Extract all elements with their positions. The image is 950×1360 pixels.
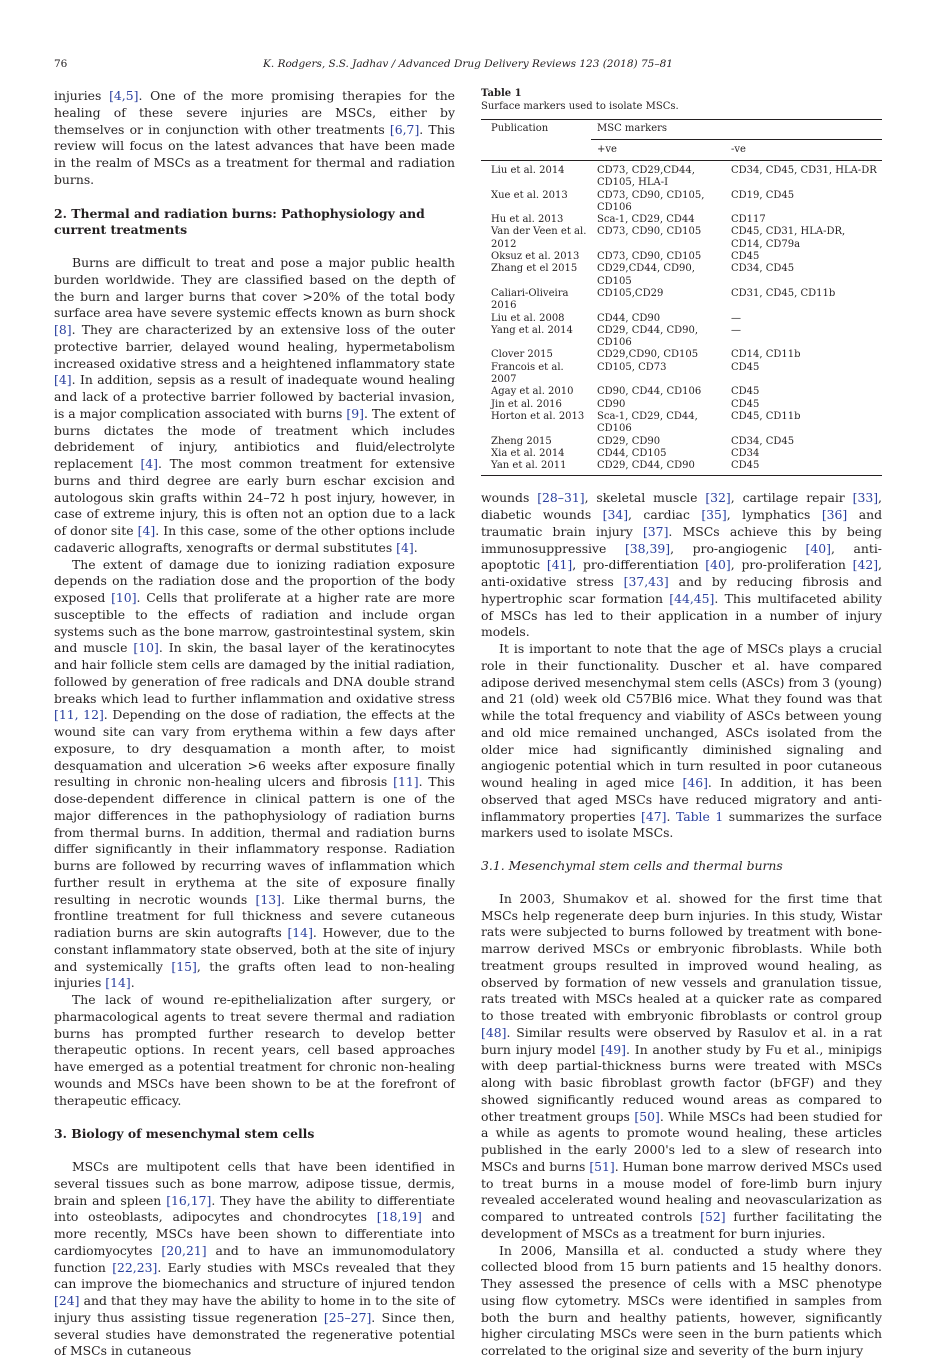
positive-markers-cell: CD29,CD44, CD90, CD105 [597, 263, 695, 287]
table-1 [481, 88, 882, 476]
paragraph-2003-study: In 2003, Shumakov et al. showed for the first time that MSCs help regenerate deep burn injuries. In this study, Wistar rats were subjected to burns followed by treatment with bone-marrow derived MSCs or embryonic fibroblasts. While both treatment groups resulted in improved wound healing, as observed by formation of new vessels and granulation tissue, rats treated with MSCs healed at a quicker rate as compared to those treated with embryonic fibroblasts or control group [48]. Similar results were observed by Rasulov et al. in a rat burn injury model [49]. In another study by Fu et al., minipigs with deep partial-thickness burns were treated with MSCs along with basic fibroblast growth factor (bFGF) and they showed significantly reduced wound areas as compared to other treatment groups [50]. While MSCs had been studied for a while as agents to promote wound healing, these articles published in the early 2000's led to a slew of research into MSCs and burns [51]. Human bone marrow derived MSCs used to treat burns in a mouse model of fore-limb burn injury revealed accelerated wound healing and neovascularization as compared to untreated controls [52] further facilitating the development of MSCs as a treatment for burn injuries. [481, 890, 883, 1241]
citation-link[interactable]: [48] [481, 1024, 507, 1040]
positive-markers-cell: CD105,CD29 [597, 287, 664, 299]
positive-markers-cell: CD90 [597, 398, 626, 410]
negative-markers-cell: CD45, CD11b [731, 410, 801, 422]
negative-markers-cell: CD14, CD11b [731, 349, 801, 361]
paragraph-biology: MSCs are multipotent cells that have been identified in several tissues such as bone marrow, adipose tissue, dermis, brain and spleen [16,17]. They have the ability to differentiate into osteoblasts, adipocytes and chondrocytes [18,19] and more recently, MSCs have been shown to differentiate into cardiomyocytes [20,21] and to have an immunomodulatory function [22,23]. Early studies with MSCs revealed that they can improve the biomechanics and structure of injured tendon [24] and that they may have the ability to home in to the site of injury thus assisting tissue regeneration [25–27]. Since then, several studies have demonstrated the regenerative potential of MSCs in cutaneous [54, 1159, 455, 1359]
citation-link[interactable]: [13] [255, 891, 281, 907]
negative-markers-cell: CD34, CD45 [731, 263, 795, 275]
citation-link[interactable]: [44,45] [669, 590, 715, 606]
citation-link[interactable]: Table 1 [675, 808, 724, 824]
paragraph-2006-study: In 2006, Mansilla et al. conducted a study where they collected blood from 15 burn patients and 15 healthy donors. They assessed the presence of cells with a MSC phenotype using flow cytometry. MSCs were identified in samples from both the burn and healthy patients, however, significantly higher circulating MSCs were seen in the burn patients which correlated to the original size and severity of the burn injury [481, 1242, 882, 1359]
negative-markers-cell: CD19, CD45 [731, 189, 795, 201]
table-row [481, 436, 882, 448]
right-column [481, 88, 882, 1360]
table-row [481, 411, 882, 436]
table-row [481, 349, 882, 361]
table-row [481, 288, 882, 313]
citation-link[interactable]: [20,21] [161, 1242, 207, 1258]
negative-markers-cell: CD45 [731, 361, 760, 373]
citation-link[interactable]: [50] [634, 1108, 660, 1124]
publication-cell: Zheng 2015 [491, 435, 552, 447]
citation-link[interactable]: [34] [602, 507, 629, 523]
citation-link[interactable]: [11] [393, 774, 419, 790]
citation-link[interactable]: [18,19] [376, 1209, 422, 1225]
citation-link[interactable]: [4,5] [109, 88, 139, 103]
publication-cell: Van der Veen et al. 2012 [491, 226, 587, 250]
negative-markers-cell: — [731, 312, 741, 324]
citation-link[interactable]: [14] [287, 925, 313, 940]
subsection-3-1-heading: 3.1. Mesenchymal stem cells and thermal burns [481, 858, 783, 874]
positive-markers-cell: CD29,CD90, CD105 [597, 349, 699, 361]
publication-cell: Liu et al. 2014 [491, 165, 565, 176]
column-header-msc-markers: MSC markers [591, 120, 882, 140]
citation-link[interactable]: [14] [105, 975, 131, 991]
citation-link[interactable]: [11, 12] [54, 707, 104, 723]
citation-link[interactable]: [4] [140, 456, 159, 471]
table-row [481, 325, 882, 350]
positive-markers-cell: Sca-1, CD29, CD44 [597, 214, 695, 226]
citation-link[interactable]: [36] [821, 507, 848, 523]
table-row [481, 399, 882, 411]
publication-cell: Xia et al. 2014 [491, 447, 565, 459]
page-number: 76 [54, 58, 68, 70]
citation-link[interactable]: [38,39] [624, 540, 671, 556]
publication-cell: Jin et al. 2016 [491, 398, 562, 410]
citation-link[interactable]: [10] [133, 640, 159, 656]
positive-markers-cell: CD73, CD29,CD44, CD105, HLA-I [597, 165, 695, 189]
running-head [54, 58, 882, 74]
table-row [481, 161, 882, 190]
paragraph-lack-of-treatment: The lack of wound re-epithelialization after surgery, or pharmacological agents to treat severe thermal and radiation burns has prompted further research to develop better therapeutic options. In recent years, cell based approaches have emerged as a potential treatment for chronic non-healing wounds and MSCs have been shown to be at the forefront of therapeutic efficacy. [54, 992, 455, 1108]
positive-markers-cell: CD29, CD90 [597, 435, 661, 447]
citation-link[interactable]: [28–31] [537, 490, 585, 506]
paragraph-burns: Burns are difficult to treat and pose a major public health burden worldwide. They are classified based on the depth of the burn and larger burns that cover >20% of the total body surface area have severe systemic effects known as burn shock [8]. They are characterized by an extensive loss of the outer protective barrier, delayed wound healing, hypermetabolism increased oxidative stress and a heightened inflammatory state [4]. In addition, sepsis as a result of inadequate wound healing and lack of a protective barrier followed by bacterial invasion, is a major complication associated with burns [9]. The extent of burns dictates the mode of treatment which includes debridement of injury, antibiotics and fluid/electrolyte replacement [4]. The most common treatment for extensive burns and third degree are early burn eschar excision and autologous skin grafts within 24–72 h post injury, however, in case of extreme injury, this is often not an option due to a lack of donor site [4]. In this case, some of the other options include cadaveric allografts, xenografts or dermal substitutes [4]. [54, 255, 455, 555]
citation-link[interactable]: [25–27] [323, 1309, 372, 1325]
citation-link[interactable]: [6,7] [389, 121, 420, 137]
citation-link[interactable]: [32] [705, 490, 731, 506]
table-row [481, 190, 882, 215]
citation-link[interactable]: [16,17] [166, 1192, 212, 1208]
citation-link[interactable]: [49] [600, 1041, 626, 1057]
citation-link[interactable]: [52] [700, 1209, 726, 1225]
citation-link[interactable]: [47] [641, 808, 667, 824]
citation-link[interactable]: [40] [705, 557, 731, 573]
table-row [481, 214, 882, 226]
table-row [481, 362, 882, 387]
positive-markers-cell: CD44, CD90 [597, 312, 661, 324]
positive-markers-cell: CD29, CD44, CD90, CD106 [597, 324, 699, 349]
table-body [481, 161, 882, 476]
publication-cell: Yang et al. 2014 [491, 324, 573, 336]
left-column [54, 88, 455, 1360]
positive-markers-cell: CD73, CD90, CD105, CD106 [597, 189, 705, 213]
citation-link[interactable]: [41] [546, 557, 573, 573]
publication-cell: Yan et al. 2011 [491, 460, 567, 472]
table-row [481, 226, 882, 251]
table-row [481, 460, 882, 476]
citation-link[interactable]: [37,43] [623, 574, 669, 590]
citation-link[interactable]: [4] [54, 372, 72, 388]
citation-link[interactable]: [9] [346, 405, 364, 421]
citation-link[interactable]: [4] [396, 539, 414, 555]
paragraph-msc-age: It is important to note that the age of MSCs plays a crucial role in their functionality. Duscher et al. have compared adipose derived mesenchymal stem cells (ASCs) from 3 (young) and 21 (old) week old C57Bl6 mice. What they found was that while the total frequency and viability of ASCs between young and old mice remained unchanged, ASCs isolated from the older mice had significantly diminished signaling and angiogenic potential which in turn resulted in poor cutaneous wound healing in aged mice [46]. In addition, it has been observed that aged MSCs have reduced migratory and anti-inflammatory properties [47]. Table 1 summarizes the surface markers used to isolate MSCs. [481, 641, 882, 841]
table-row [481, 313, 882, 325]
citation-link[interactable]: [10] [111, 590, 137, 605]
publication-cell: Hu et al. 2013 [491, 214, 564, 226]
negative-markers-cell: CD45 [731, 398, 760, 410]
paragraph-intro: injuries [4,5]. One of the more promising therapies for the healing of these severe injuries are MSCs, either by themselves or in conjunction with other treatments [6,7]. This review will focus on the latest advances that have been made in the realm of MSCs as a treatment for thermal and radiation burns. [54, 88, 456, 187]
table-caption: Surface markers used to isolate MSCs. [481, 100, 679, 112]
citation-link[interactable]: [22,23] [112, 1259, 158, 1275]
table-row [481, 263, 882, 288]
paragraph-radiation: The extent of damage due to ionizing radiation exposure depends on the radiation dose and the proportion of the body exposed [10]. Cells that proliferate at a higher rate are more susceptible to the effects of radiation and include organ systems such as the bone marrow, gastrointestinal system, skin and muscle [10]. In skin, the basal layer of the keratinocytes and hair follicle stem cells are damaged by the initial radiation, followed by generation of free radicals and DNA double strand breaks which lead to further inflammation and oxidative stress [11, 12]. Depending on the dose of radiation, the effects at the wound site can vary from erythema within a few days after exposure, to dry desquamation a month after, to moist desquamation and ulceration >6 weeks after exposure finally resulting in chronic non-healing ulcers and fibrosis [11]. This dose-dependent difference in clinical pattern is one of the major differences in the pathophysiology of radiation burns from thermal burns. In addition, thermal and radiation burns differ significantly in their inflammatory response. Radiation burns are followed by recurring waves of inflammation which further result in erythema at the site of exposure finally resulting in necrotic wounds [13]. Like thermal burns, the frontline treatment for full thickness and severe cutaneous radiation burns are skin autografts [14]. However, due to the constant inflammatory state observed, both at the site of injury and systemically [15], the grafts often lead to non-healing injuries [14]. [54, 556, 456, 991]
publication-cell: Agay et al. 2010 [491, 386, 574, 398]
column-header-publication: Publication [491, 123, 549, 134]
negative-markers-cell: CD45, CD31, HLA-DR, CD14, CD79a [731, 226, 846, 250]
positive-markers-cell: CD105, CD73 [597, 361, 667, 373]
negative-markers-cell: CD34, CD45, CD31, HLA-DR [731, 165, 877, 176]
section-2-heading: 2. Thermal and radiation burns: Pathophysiology and current treatments [54, 205, 425, 238]
positive-markers-cell: CD73, CD90, CD105 [597, 226, 702, 238]
publication-cell: Liu et al. 2008 [491, 312, 565, 324]
citation-link[interactable]: [40] [805, 540, 831, 556]
citation-link[interactable]: [51] [589, 1158, 615, 1174]
negative-markers-cell: CD45 [731, 251, 760, 263]
positive-markers-cell: CD29, CD44, CD90 [597, 460, 695, 472]
citation-link[interactable]: [42] [852, 557, 879, 573]
negative-markers-cell: CD117 [731, 214, 766, 226]
publication-cell: Clover 2015 [491, 349, 553, 361]
table-row [481, 448, 882, 460]
positive-markers-cell: CD90, CD44, CD106 [597, 386, 702, 398]
publication-cell: Caliari-Oliveira 2016 [491, 287, 569, 312]
citation-link[interactable]: [8] [54, 322, 72, 337]
positive-markers-cell: Sca-1, CD29, CD44, CD106 [597, 410, 698, 435]
publication-cell: Horton et al. 2013 [491, 410, 585, 422]
publication-cell: Oksuz et al. 2013 [491, 251, 580, 263]
column-header-positive: +ve [597, 143, 617, 155]
negative-markers-cell: CD45 [731, 386, 760, 398]
negative-markers-cell: CD45 [731, 460, 760, 472]
citation-link[interactable]: [4] [137, 523, 156, 538]
citation-link[interactable]: [37] [642, 523, 669, 539]
publication-cell: Zhang et el 2015 [491, 263, 578, 275]
citation-link[interactable]: [33] [852, 490, 879, 506]
citation-link[interactable]: [46] [682, 775, 708, 791]
positive-markers-cell: CD44, CD105 [597, 447, 667, 459]
positive-markers-cell: CD73, CD90, CD105 [597, 251, 702, 263]
citation-link[interactable]: [15] [171, 958, 197, 974]
negative-markers-cell: — [731, 324, 741, 336]
paragraph-wounds: wounds [28–31], skeletal muscle [32], cartilage repair [33], diabetic wounds [34], cardiac [35], lymphatics [36] and traumatic brain injury [37]. MSCs achieve this by being immunosuppressive [38,39], pro-angiogenic [40], anti-apoptotic [41], pro-differentiation [40], pro-proliferation [42], anti-oxidative stress [37,43] and by reducing fibrosis and hypertrophic scar formation [44,45]. This multifaceted ability of MSCs has led to their application in a number of injury models. [481, 490, 882, 640]
surface-markers-table [481, 119, 882, 476]
publication-cell: Francois et al. 2007 [491, 361, 564, 386]
section-3-heading: 3. Biology of mesenchymal stem cells [54, 1126, 315, 1142]
column-header-negative: -ve [731, 143, 746, 155]
journal-reference: K. Rodgers, S.S. Jadhav / Advanced Drug Delivery Reviews 123 (2018) 75–81 [263, 58, 673, 70]
publication-cell: Xue et al. 2013 [491, 189, 568, 201]
negative-markers-cell: CD31, CD45, CD11b [731, 287, 836, 299]
table-label: Table 1 [481, 88, 522, 99]
citation-link[interactable]: [35] [701, 507, 727, 523]
negative-markers-cell: CD34, CD45 [731, 435, 795, 447]
table-row [481, 251, 882, 263]
citation-link[interactable]: [24] [54, 1293, 80, 1308]
table-row [481, 386, 882, 398]
negative-markers-cell: CD34 [731, 447, 760, 459]
